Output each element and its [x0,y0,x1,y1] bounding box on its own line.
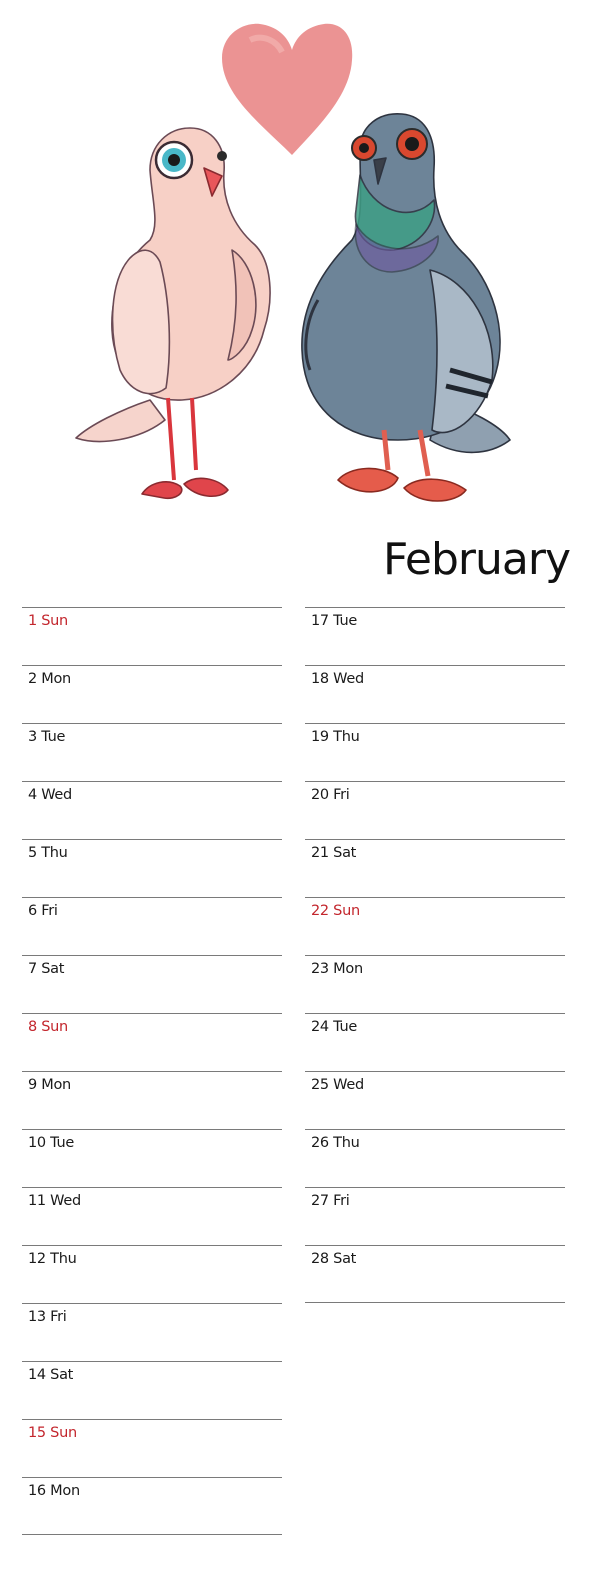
day-label: 26 Thu [311,1135,360,1151]
day-label-sunday: 22 Sun [311,903,360,919]
day-label: 7 Sat [28,961,65,977]
day-label: 19 Thu [311,729,360,745]
day-row [305,1187,565,1245]
day-label: 12 Thu [28,1251,77,1267]
day-label: 17 Tue [311,613,358,629]
day-row [305,1071,565,1129]
day-row [305,1013,565,1071]
days-column-left [22,607,282,1535]
day-row [22,1245,282,1303]
day-row [22,955,282,1013]
day-row [22,1361,282,1419]
day-row [22,1419,282,1477]
day-row [305,897,565,955]
day-row [305,1129,565,1187]
day-label-sunday: 1 Sun [28,613,68,629]
day-label: 20 Fri [311,787,350,803]
day-row [305,723,565,781]
day-label: 6 Fri [28,903,58,919]
day-label: 27 Fri [311,1193,350,1209]
day-row [22,723,282,781]
day-label: 9 Mon [28,1077,71,1093]
day-row [305,1245,565,1303]
day-row [22,1187,282,1245]
day-row [305,607,565,665]
month-title: February [383,534,570,585]
day-label: 23 Mon [311,961,363,977]
day-row [305,955,565,1013]
day-row [22,665,282,723]
pink-pigeon [76,128,270,498]
day-row [305,665,565,723]
day-row [305,839,565,897]
day-row [22,897,282,955]
day-label: 13 Fri [28,1309,67,1325]
day-label: 5 Thu [28,845,68,861]
day-label: 24 Tue [311,1019,358,1035]
grey-pigeon [302,114,510,501]
day-row [305,781,565,839]
day-row [22,839,282,897]
day-label: 14 Sat [28,1367,74,1383]
day-row [22,1013,282,1071]
day-label: 18 Wed [311,671,364,687]
pigeon-illustration [0,0,600,530]
day-row [22,1129,282,1187]
heart-icon [222,24,352,155]
day-label: 25 Wed [311,1077,364,1093]
day-label: 16 Mon [28,1483,80,1499]
day-label-sunday: 8 Sun [28,1019,68,1035]
day-label: 2 Mon [28,671,71,687]
day-label: 28 Sat [311,1251,357,1267]
day-row [22,1071,282,1129]
day-label: 11 Wed [28,1193,81,1209]
day-label: 10 Tue [28,1135,75,1151]
day-label: 3 Tue [28,729,66,745]
day-label: 4 Wed [28,787,72,803]
day-row [22,607,282,665]
days-column-right [305,607,565,1303]
day-label: 21 Sat [311,845,357,861]
day-label-sunday: 15 Sun [28,1425,77,1441]
day-row [22,1303,282,1361]
day-row [22,1477,282,1535]
day-row [22,781,282,839]
